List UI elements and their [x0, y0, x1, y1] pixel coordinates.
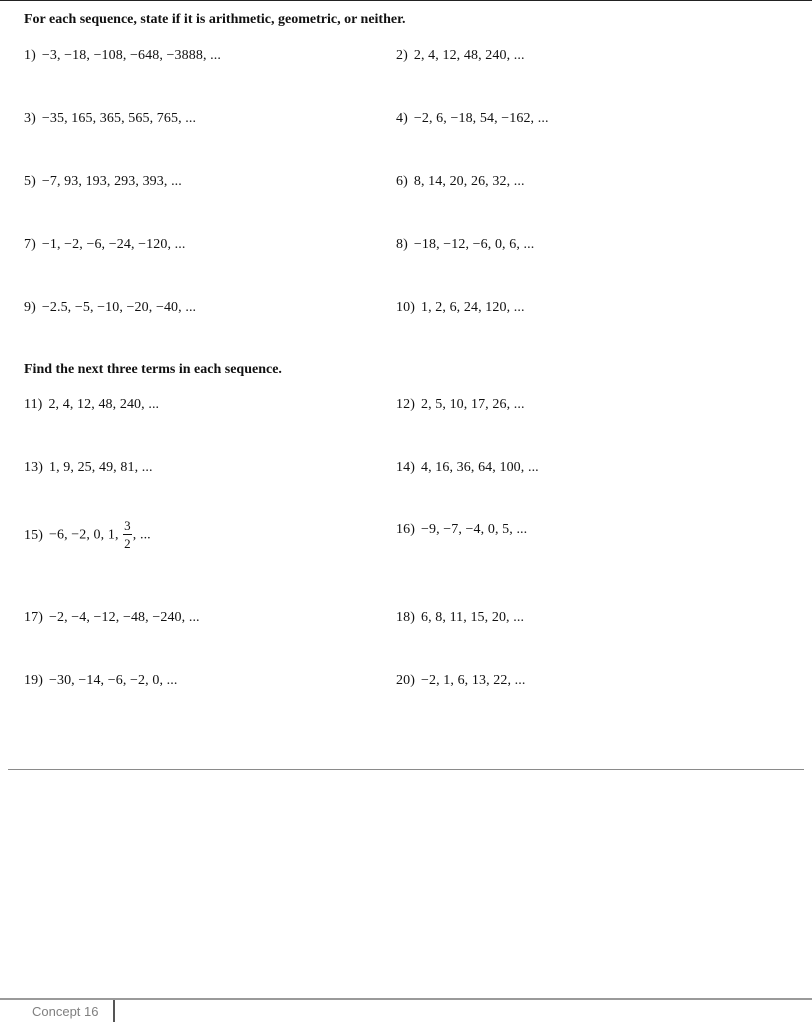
- problem-20: [396, 673, 525, 689]
- top-rule: [0, 0, 812, 1]
- problem-12: [396, 397, 525, 413]
- problem-4: [396, 111, 549, 127]
- fraction-denominator: 2: [124, 536, 131, 551]
- problem-8: [396, 237, 534, 253]
- problem-6: [396, 174, 525, 190]
- problem-2: [396, 48, 525, 64]
- fraction-numerator: 3: [124, 518, 131, 533]
- problem-number: 13): [24, 460, 43, 475]
- problem-number: 3): [24, 111, 36, 126]
- problem-number: 11): [24, 397, 43, 412]
- problem-3: [24, 111, 196, 127]
- footer-divider: [113, 1000, 115, 1022]
- problem-number: 18): [396, 610, 415, 625]
- sequence-terms: −30, −14, −6, −2, 0, ...: [48, 673, 178, 688]
- sequence-terms: −2.5, −5, −10, −20, −40, ...: [41, 300, 197, 315]
- problem-7: [24, 237, 185, 253]
- problem-number: 17): [24, 610, 43, 625]
- problem-number: 16): [396, 522, 415, 537]
- sequence-terms: 2, 5, 10, 17, 26, ...: [420, 397, 525, 412]
- problem-number: 12): [396, 397, 415, 412]
- problem-14: [396, 460, 539, 476]
- problem-number: 20): [396, 673, 415, 688]
- sequence-terms: 6, 8, 11, 15, 20, ...: [420, 610, 525, 625]
- sequence-terms: 2, 4, 12, 48, 240, ...: [413, 48, 525, 63]
- problem-number: 14): [396, 460, 415, 475]
- problem-number: 9): [24, 300, 36, 315]
- fraction: [123, 519, 132, 550]
- sequence-terms: −3, −18, −108, −648, −3888, ...: [41, 48, 221, 63]
- sequence-terms: 8, 14, 20, 26, 32, ...: [413, 174, 525, 189]
- problem-5: [24, 174, 182, 190]
- problem-number: 6): [396, 174, 408, 189]
- section1-heading: For each sequence, state if it is arithmetic, geometric, or neither.: [24, 12, 406, 27]
- problem-number: 19): [24, 673, 43, 688]
- problem-11: [24, 397, 159, 413]
- sequence-tail: , ...: [132, 527, 151, 543]
- problem-18: [396, 610, 524, 626]
- problem-10: [396, 300, 525, 316]
- footer-rule: [0, 998, 812, 1000]
- sequence-terms: 4, 16, 36, 64, 100, ...: [420, 460, 539, 475]
- sequence-terms: −9, −7, −4, 0, 5, ...: [420, 522, 528, 537]
- problem-13: [24, 460, 153, 476]
- problem-number: 4): [396, 111, 408, 126]
- problem-17: [24, 610, 200, 626]
- sequence-terms: −6, −2, 0, 1,: [48, 527, 123, 543]
- problem-number: 5): [24, 174, 36, 189]
- problem-19: [24, 673, 177, 689]
- problem-number: 8): [396, 237, 408, 252]
- sequence-terms: −7, 93, 193, 293, 393, ...: [41, 174, 182, 189]
- sequence-terms: 1, 2, 6, 24, 120, ...: [420, 300, 525, 315]
- sequence-terms: −2, 1, 6, 13, 22, ...: [420, 673, 526, 688]
- sequence-terms: −1, −2, −6, −24, −120, ...: [41, 237, 186, 252]
- footer-concept-label: Concept 16: [32, 1004, 99, 1019]
- sequence-terms: −2, 6, −18, 54, −162, ...: [413, 111, 549, 126]
- problem-number: 10): [396, 300, 415, 315]
- problem-number: 7): [24, 237, 36, 252]
- problem-number: 15): [24, 527, 43, 543]
- sequence-terms: −35, 165, 365, 565, 765, ...: [41, 111, 197, 126]
- page-divider: [8, 769, 804, 770]
- sequence-terms: −18, −12, −6, 0, 6, ...: [413, 237, 535, 252]
- problem-number: 2): [396, 48, 408, 63]
- sequence-terms: 2, 4, 12, 48, 240, ...: [48, 397, 160, 412]
- section2-heading: Find the next three terms in each sequence.: [24, 362, 282, 377]
- problem-16: [396, 522, 527, 538]
- problem-15: [24, 520, 151, 551]
- problem-number: 1): [24, 48, 36, 63]
- sequence-terms: 1, 9, 25, 49, 81, ...: [48, 460, 153, 475]
- sequence-terms: −2, −4, −12, −48, −240, ...: [48, 610, 200, 625]
- problem-9: [24, 300, 196, 316]
- problem-1: [24, 48, 221, 64]
